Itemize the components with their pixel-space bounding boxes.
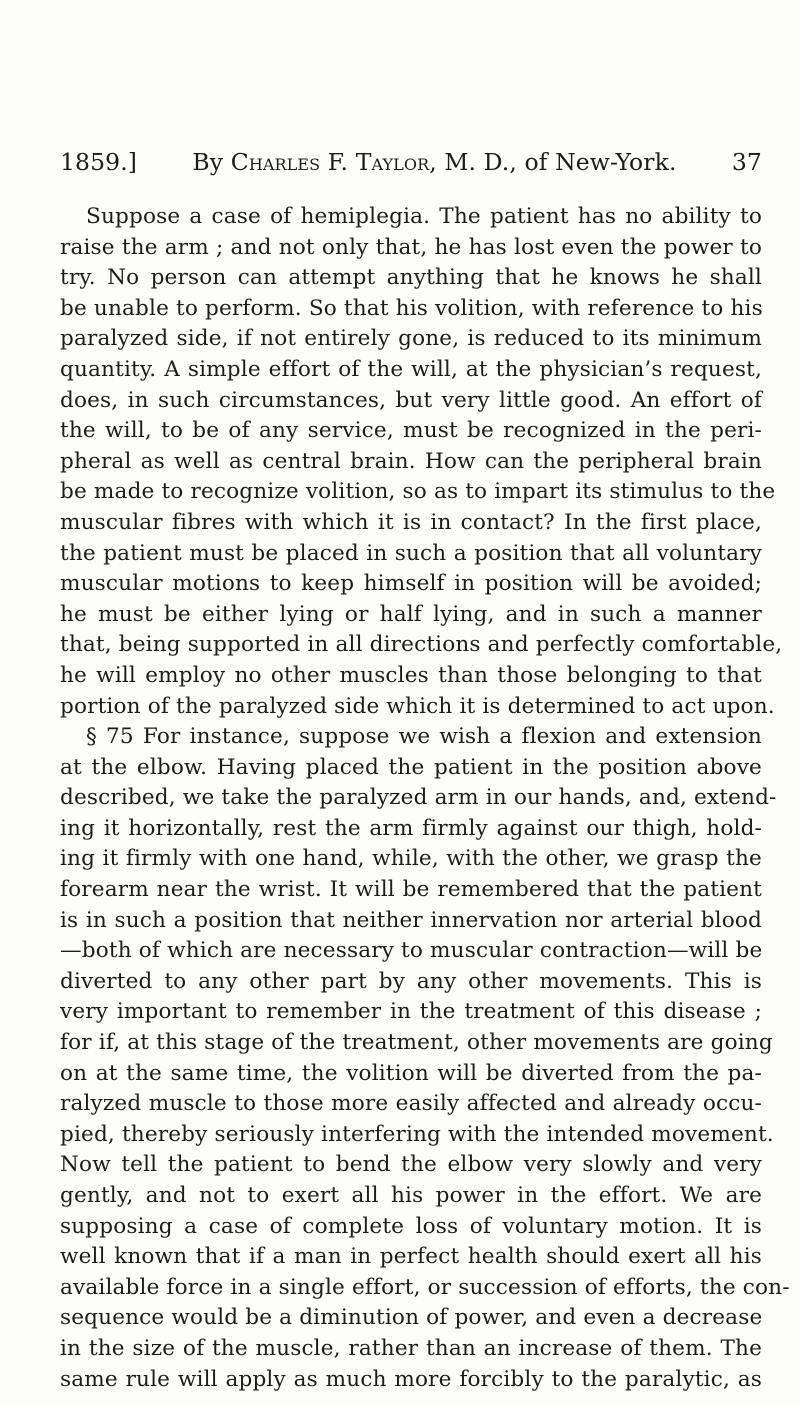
text-line: described, we take the paralyzed arm in our hands, and, extend- bbox=[60, 785, 777, 811]
text-line: be unable to perform. So that his volition, with reference to his bbox=[60, 295, 763, 321]
text-line: is in such a position that neither innervation nor arterial blood bbox=[60, 907, 762, 933]
text-line: supposing a case of complete loss of voluntary motion. It is bbox=[60, 1213, 762, 1239]
text-line: in the size of the muscle, rather than an increase of them. The bbox=[60, 1335, 762, 1361]
running-head bbox=[60, 148, 762, 188]
text-line: pheral as well as central brain. How can the peripheral brain bbox=[60, 448, 762, 474]
text-line: for if, at this stage of the treatment, other movements are going bbox=[60, 1030, 773, 1056]
text-line: he must be either lying or half lying, and in such a manner bbox=[60, 601, 762, 627]
running-head-year: 1859.] bbox=[60, 148, 138, 176]
text-line: be made to recognize volition, so as to impart its stimulus to the bbox=[60, 479, 776, 505]
text-line: paralyzed side, if not entirely gone, is reduced to its minimum bbox=[60, 326, 762, 352]
text-line: § 75 For instance, suppose we wish a flexion and extension bbox=[86, 724, 762, 750]
page-number: 37 bbox=[731, 148, 762, 176]
text-line: diverted to any other part by any other movements. This is bbox=[60, 968, 762, 994]
text-line: ralyzed muscle to those more easily affected and already occu- bbox=[60, 1091, 762, 1117]
text-line: the patient must be placed in such a position that all voluntary bbox=[60, 540, 762, 566]
text-line: muscular motions to keep himself in position will be avoided; bbox=[60, 571, 762, 597]
running-head-suffix: M. D., of New-York. bbox=[444, 148, 677, 176]
text-line: does, in such circumstances, but very little good. An effort of bbox=[60, 387, 762, 413]
text-line: portion of the paralyzed side which it is determined to act upon. bbox=[60, 693, 775, 719]
text-line: on at the same time, the volition will be diverted from the pa- bbox=[60, 1060, 762, 1086]
text-line: that, being supported in all directions and perfectly comfortable, bbox=[60, 632, 783, 658]
text-line: Suppose a case of hemiplegia. The patient has no ability to bbox=[86, 204, 762, 229]
text-line: ing it horizontally, rest the arm firmly against our thigh, hold- bbox=[60, 815, 762, 841]
running-head-author: Charles F. Taylor, bbox=[230, 148, 437, 176]
text-line: well known that if a man in perfect health should exert all his bbox=[60, 1244, 762, 1270]
text-line: forearm near the wrist. It will be remembered that the patient bbox=[60, 877, 762, 903]
text-line: quantity. A simple effort of the will, at the physician’s request, bbox=[60, 356, 762, 382]
text-line: at the elbow. Having placed the patient in the position above bbox=[60, 754, 762, 780]
text-line: he will employ no other muscles than those belonging to that bbox=[60, 662, 762, 688]
text-line: ing it firmly with one hand, while, with the other, we grasp the bbox=[60, 846, 762, 872]
text-line: gently, and not to exert all his power in the effort. We are bbox=[60, 1183, 762, 1208]
text-line: try. No person can attempt anything that he knows he shall bbox=[60, 265, 762, 291]
running-head-prefix: By bbox=[192, 148, 224, 176]
text-line: very important to remember in the treatment of this disease ; bbox=[60, 999, 762, 1025]
body-text bbox=[60, 202, 790, 1395]
text-line: sequence would be a diminution of power, and even a decrease bbox=[60, 1305, 763, 1331]
text-line: raise the arm ; and not only that, he has lost even the power to bbox=[60, 234, 762, 260]
running-head-title bbox=[192, 148, 676, 176]
text-line: available force in a single effort, or succession of efforts, the con- bbox=[60, 1274, 790, 1300]
text-line: pied, thereby seriously interfering with the intended movement. bbox=[60, 1121, 774, 1147]
text-line: —both of which are necessary to muscular contraction—will be bbox=[60, 938, 763, 964]
text-line: muscular fibres with which it is in contact? In the first place, bbox=[60, 509, 762, 535]
text-line: Now tell the patient to bend the elbow very slowly and very bbox=[60, 1152, 762, 1178]
text-line: same rule will apply as much more forcibly to the paralytic, as bbox=[60, 1366, 762, 1392]
text-line: the will, to be of any service, must be recognized in the peri- bbox=[60, 418, 762, 444]
